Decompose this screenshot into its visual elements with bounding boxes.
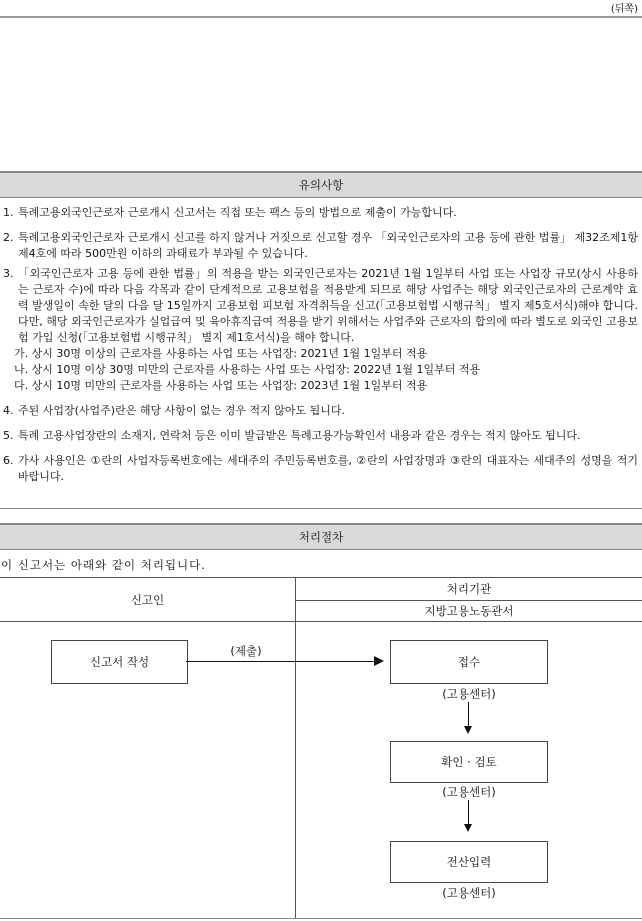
- step-input-box: [390, 841, 548, 883]
- note-item-2: [0, 230, 642, 262]
- top-divider: [0, 16, 642, 18]
- notes-title-band: [0, 171, 642, 198]
- note-number: 3.: [3, 267, 14, 280]
- step-review-label: 확인 · 검토: [441, 755, 497, 769]
- agency-name: 지방고용노동관서: [424, 604, 514, 618]
- note-text: 특례 고용사업장란의 소재지, 연락처 등은 이미 발급받은 특례고용가능확인서 내용과 같은 경우는 적지 않아도 됩니다.: [18, 429, 581, 442]
- note-text: 주된 사업장(사업주)란은 해당 사항이 없는 경우 적지 않아도 됩니다.: [18, 404, 345, 417]
- note-text: 특례고용외국인근로자 근로개시 신고서는 직접 또는 팩스 등의 방법으로 제출이 가능합니다.: [18, 206, 457, 219]
- agency-column-header: 처리기관: [446, 582, 492, 596]
- step-arrow-down-icon: [464, 824, 472, 832]
- back-side-label: (뒤쪽): [610, 4, 638, 15]
- note-item-4: [0, 403, 642, 419]
- notes-list: [0, 205, 642, 485]
- step-arrow-line-2: [468, 800, 469, 824]
- note-text: 특례고용외국인근로자 근로개시 신고를 하지 않거나 거짓으로 신고할 경우 「외국인근로자의 고용 등에 관한 법률」 제32조제1항제4호에 따라 500만원 이하의 과태료가 부과될 수 있습니다.: [18, 231, 638, 260]
- note-sub-item-c: 다. 상시 10명 미만의 근로자를 사용하는 사업 또는 사업장: 2023년 1월 1일부터 적용: [14, 379, 428, 392]
- table-top-line: [0, 577, 642, 578]
- agency-header-divider: [296, 600, 642, 601]
- submit-arrow-head-icon: [374, 656, 384, 666]
- note-number: 2.: [3, 231, 14, 244]
- submit-arrow-line: [186, 661, 376, 662]
- procedure-description: 이 신고서는 아래와 같이 처리됩니다.: [1, 558, 206, 572]
- step-receive-label: 접수: [457, 655, 481, 669]
- notes-title: 유의사항: [298, 178, 344, 192]
- note-item-5: [0, 428, 642, 444]
- note-item-6: [0, 453, 642, 485]
- note-item-1: [0, 205, 642, 221]
- write-report-box: [51, 640, 188, 684]
- note-sub-item-a: 가. 상시 30명 이상의 근로자를 사용하는 사업 또는 사업장: 2021년 1월 1일부터 적용: [14, 347, 428, 360]
- note-number: 6.: [3, 454, 14, 467]
- note-text: 「외국인근로자 고용 등에 관한 법률」의 적용을 받는 외국인근로자는 2021년 1월 1일부터 사업 또는 사업장 규모(상시 사용하는 근로자 수)에 따라 다음 각목과 같이 단계적으로 고용보험을 적용받게 되므로 해당 사업주는 해당 외국인근로자의 근로계약 효력 발생일이 속한 달의 다음 달 15일까지 고용보험 피보험 자격취득을 신고(「고용보험법 시행규칙」 별지 제5호서식)해야 합니다. 다만, 해당 외국인근로자가 실업급여 및 육아휴직급여 적용을 받기 위해서는 사업주와 근로자의 합의에 따라 별도로 외국인 고용보험 가입 신청(「고용보험법 시행규칙」 별지 제1호서식)을 해야 합니다.: [18, 267, 638, 344]
- procedure-title: 처리절차: [298, 530, 344, 544]
- step-input-label: 전산입력: [446, 855, 492, 869]
- procedure-title-band: [0, 523, 642, 550]
- note-number: 4.: [3, 404, 14, 417]
- step-receive-box: [390, 640, 548, 684]
- note-text: 가사 사용인은 ①란의 사업자등록번호에는 세대주의 주민등록번호를, ②란의 사업장명과 ③란의 대표자는 세대주의 성명을 적기 바랍니다.: [18, 454, 638, 483]
- step-review-org: (고용센터): [442, 785, 496, 799]
- table-bottom-line: [0, 918, 642, 919]
- step-arrow-line-1: [468, 702, 469, 726]
- step-review-box: [390, 741, 548, 783]
- step-input-org: (고용센터): [442, 886, 496, 900]
- step-receive-org: (고용센터): [442, 687, 496, 701]
- note-item-3: [0, 266, 642, 346]
- submit-label: (제출): [230, 644, 262, 658]
- note-number: 1.: [3, 206, 14, 219]
- note-sub-item-b: 나. 상시 10명 이상 30명 미만의 근로자를 사용하는 사업 또는 사업장: 2022년 1월 1일부터 적용: [14, 363, 481, 376]
- applicant-column-header: 신고인: [130, 593, 165, 607]
- notes-bottom-divider: [0, 508, 642, 509]
- table-column-divider: [295, 577, 296, 919]
- write-report-label: 신고서 작성: [89, 655, 150, 669]
- step-arrow-down-icon: [464, 726, 472, 734]
- note-number: 5.: [3, 429, 14, 442]
- table-header-line: [0, 621, 642, 622]
